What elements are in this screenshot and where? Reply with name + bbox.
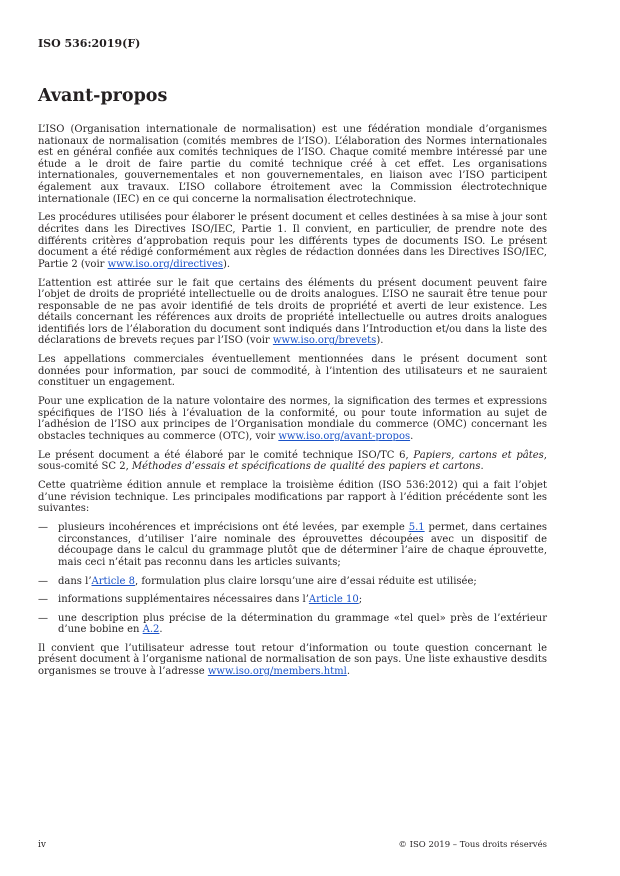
list-text: dans l’ bbox=[58, 575, 92, 587]
list-item bbox=[38, 576, 547, 588]
link-members[interactable]: www.iso.org/members.html bbox=[207, 666, 347, 678]
paragraph-end: ). bbox=[223, 258, 231, 270]
paragraph-end: . bbox=[480, 461, 484, 473]
paragraph-text: L’attention est attirée sur le fait que certains des éléments du présent document peuvent faire l’objet de droits de propriété intellectuelle ou de droits analogues. L’ISO ne saurait être tenue pour responsable de ne pas avoir identifié de tels droits de propriété et averti de leur existence. Les détails concernant les références aux droits de propriété intellectuelle ou autres droits analogues identifiés lors de l’élaboration du document sont indiqués dans l’Introduction et/ou dans la liste des déclarations de brevets reçues par l’ISO (voir bbox=[38, 277, 547, 347]
paragraph-feedback bbox=[38, 643, 547, 678]
list-item bbox=[38, 613, 547, 636]
paragraph-text: Il convient que l’utilisateur adresse tout retour d’information ou toute question concernant le présent document à l’organisme national de normalisation de son pays. Une liste exhaustive desdits organismes se trouve à l’adresse bbox=[38, 642, 547, 678]
list-dash: — bbox=[38, 522, 48, 534]
page-title: Avant-propos bbox=[38, 86, 168, 106]
paragraph-end: . bbox=[346, 666, 351, 678]
list-text: permet, dans certaines circonstances, d’utiliser l’aire nominale des éprouvettes découpées avec un dispositif de découpage dans le calcul du grammage plutôt que de déterminer l’aire de chaque éprouvette, mais ceci n’était pas reconnu dans les articles suivants; bbox=[58, 522, 547, 568]
changes-list bbox=[38, 522, 547, 636]
paragraph-trade-names: Les appellations commerciales éventuellement mentionnées dans le présent document sont données pour information, par souci de commodité, à l’intention des utilisateurs et ne sauraient constituer un engagement. bbox=[38, 354, 547, 389]
link-article-10[interactable]: Article 10 bbox=[308, 594, 359, 606]
page-number: iv bbox=[38, 840, 46, 850]
list-text: informations supplémentaires nécessaires dans l’ bbox=[58, 594, 309, 606]
list-dash: — bbox=[38, 594, 48, 606]
paragraph-end: ). bbox=[376, 335, 384, 347]
paragraph-iso-intro: L’ISO (Organisation internationale de normalisation) est une fédération mondiale d’organismes nationaux de normalisation (comités membres de l’ISO). L’élaboration des Normes internationales est en général confiée aux comités techniques de l’ISO. Chaque comité membre intéressé par une étude a le droit de faire partie du comité technique créé à cet effet. Les organisations internationales, gouvernementales et non gouvernementales, en liaison avec l’ISO participent également aux travaux. L’ISO collabore étroitement avec la Commission électrotechnique internationale (IEC) en ce qui concerne la normalisation électrotechnique. bbox=[38, 124, 547, 205]
paragraph-committee bbox=[38, 450, 547, 473]
link-annex-a-2[interactable]: A.2 bbox=[142, 624, 160, 636]
list-text: . bbox=[159, 624, 163, 636]
paragraph-patents bbox=[38, 278, 547, 348]
copyright-notice: © ISO 2019 – Tous droits réservés bbox=[398, 840, 547, 850]
paragraph-end: . bbox=[410, 431, 414, 442]
document-body bbox=[38, 124, 547, 685]
document-id-header: ISO 536:2019(F) bbox=[38, 37, 141, 50]
list-text: plusieurs incohérences et imprécisions ont été levées, par exemple bbox=[58, 522, 409, 534]
link-avant-propos[interactable]: www.iso.org/avant-propos bbox=[278, 431, 411, 442]
paragraph-text: , sous-comité SC 2, bbox=[38, 449, 547, 473]
link-brevets[interactable]: www.iso.org/brevets bbox=[272, 335, 377, 347]
list-text: une description plus précise de la détermination du grammage «tel quel» près de l’extérieur d’une bobine en bbox=[58, 612, 547, 636]
paragraph-text: Les procédures utilisées pour élaborer le présent document et celles destinées à sa mise à jour sont décrites dans les Directives ISO/IEC, Partie 1. Il convient, en particulier, de prendre note des différents critères d’approbation requis pour les différents types de documents ISO. Le présent document a été rédigé conformément aux règles de rédaction données dans les Directives ISO/IEC, Partie 2 (voir bbox=[38, 212, 547, 270]
paragraph-text: Pour une explication de la nature volontaire des normes, la signification des termes et expressions spécifiques de l’ISO liés à l’évaluation de la conformité, ou pour toute information au sujet de l’adhésion de l’ISO aux principes de l’Organisation mondiale du commerce (OMC) concernant les obstacles techniques au commerce (OTC), voir bbox=[38, 396, 547, 442]
paragraph-edition: Cette quatrième édition annule et remplace la troisième édition (ISO 536:2012) qui a fait l’objet d’une révision technique. Les principales modifications par rapport à l’édition précédente sont les suivantes: bbox=[38, 480, 547, 515]
subcommittee-title: Méthodes d’essais et spécifications de qualité des papiers et cartons bbox=[131, 461, 481, 473]
paragraph-procedures bbox=[38, 212, 547, 270]
link-directives[interactable]: www.iso.org/directives bbox=[107, 258, 224, 270]
list-item bbox=[38, 522, 547, 568]
list-text: ; bbox=[358, 594, 363, 606]
list-dash: — bbox=[38, 575, 48, 587]
list-text: , formulation plus claire lorsqu’une aire d’essai réduite est utilisée; bbox=[134, 575, 477, 587]
committee-title: Papiers, cartons et pâtes bbox=[413, 449, 544, 461]
paragraph-text: Le présent document a été élaboré par le comité technique ISO/TC 6, bbox=[38, 449, 414, 461]
list-dash: — bbox=[38, 612, 48, 624]
paragraph-voluntary-nature bbox=[38, 396, 547, 442]
list-item bbox=[38, 594, 547, 606]
link-clause-5-1[interactable]: 5.1 bbox=[408, 522, 425, 534]
link-article-8[interactable]: Article 8 bbox=[91, 575, 135, 587]
